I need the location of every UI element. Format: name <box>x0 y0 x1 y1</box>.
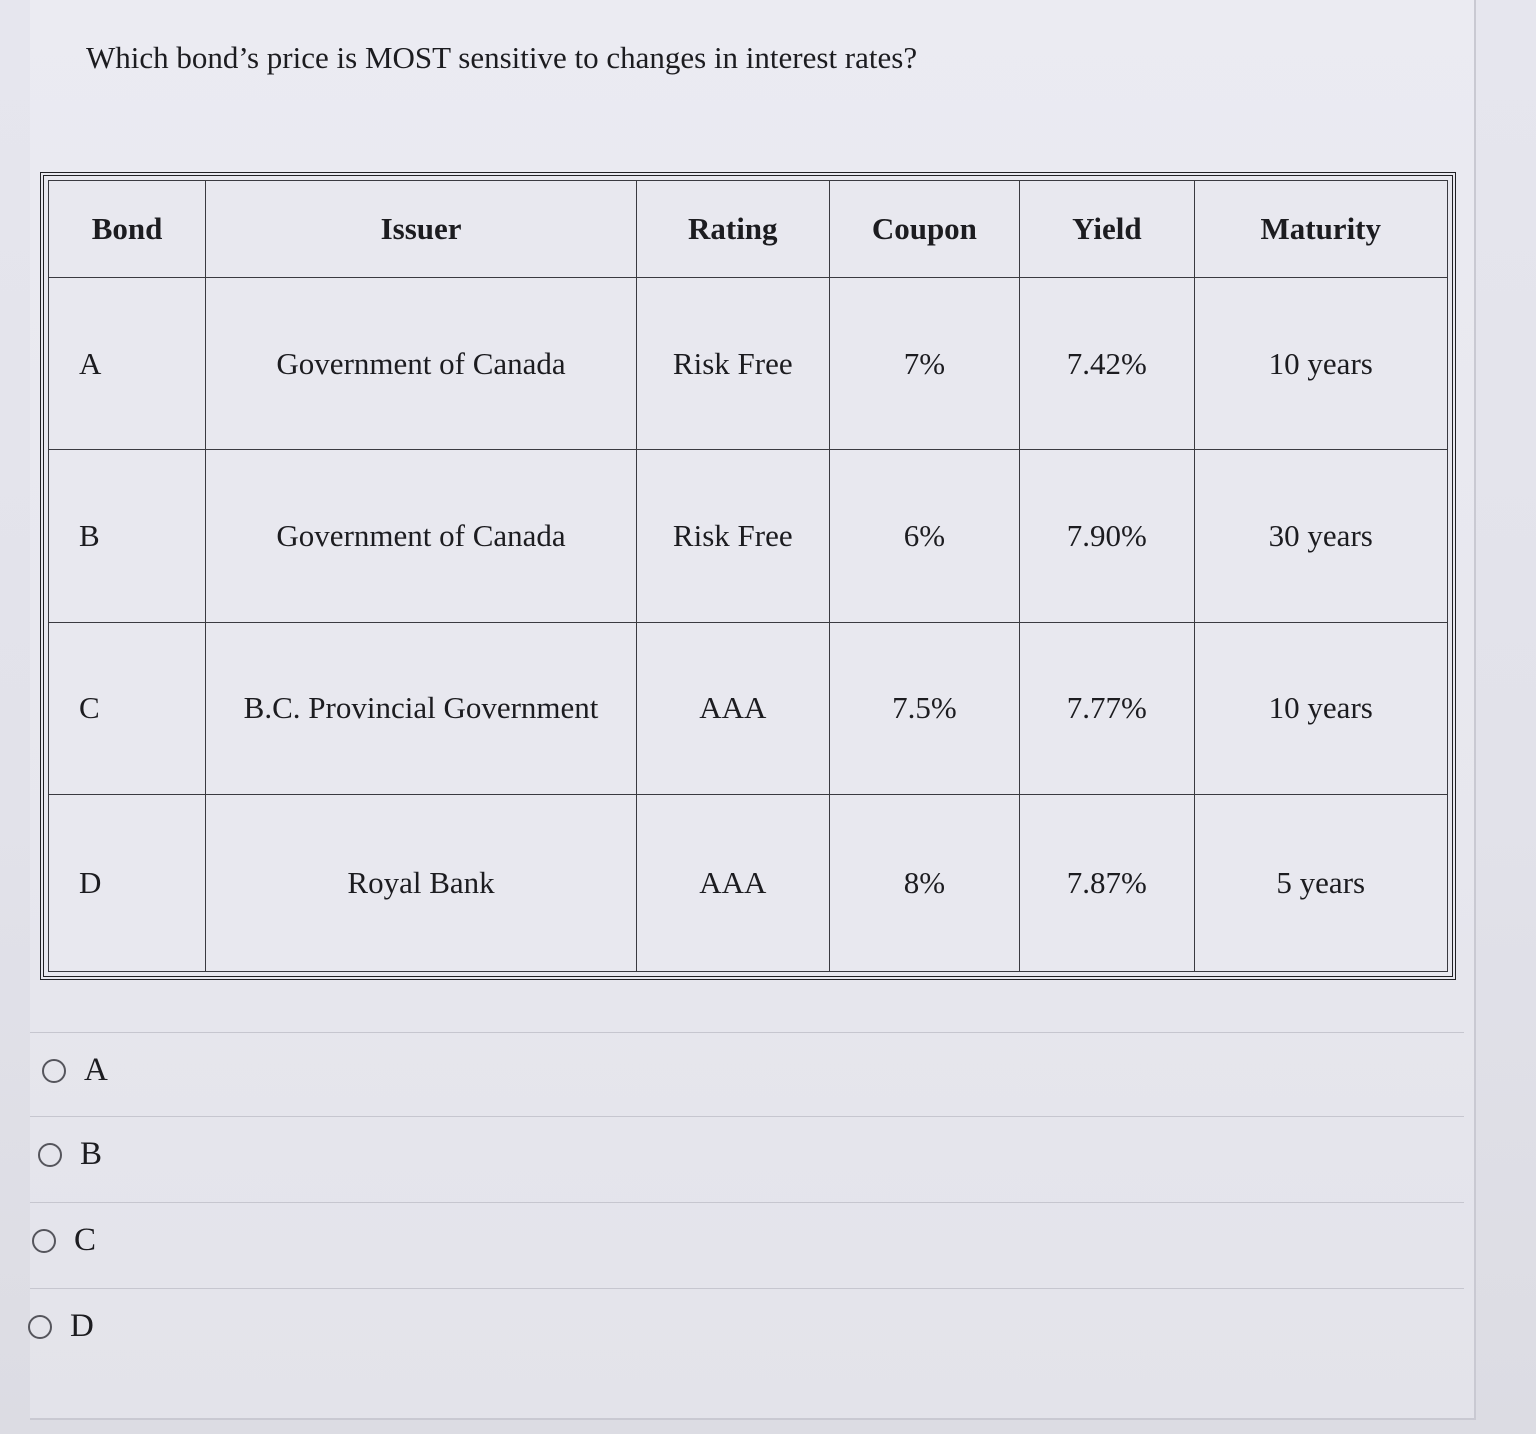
radio-b[interactable] <box>38 1143 62 1167</box>
yield-cell: 7.42% <box>1020 278 1194 450</box>
issuer-cell: Government of Canada <box>206 278 637 450</box>
rating-cell: AAA <box>636 795 829 972</box>
rating-cell: Risk Free <box>636 450 829 622</box>
maturity-cell: 10 years <box>1194 622 1447 794</box>
option-label: D <box>70 1308 94 1344</box>
option-label: A <box>84 1052 108 1088</box>
issuer-cell: B.C. Provincial Government <box>206 622 637 794</box>
coupon-cell: 8% <box>829 795 1020 972</box>
issuer-cell: Royal Bank <box>206 795 637 972</box>
bond-cell: B <box>49 450 206 622</box>
option-b[interactable] <box>38 1136 102 1173</box>
coupon-cell: 6% <box>829 450 1020 622</box>
issuer-cell: Government of Canada <box>206 450 637 622</box>
header-bond: Bond <box>49 181 206 278</box>
radio-d[interactable] <box>28 1315 52 1339</box>
bond-cell: A <box>49 278 206 450</box>
option-divider <box>30 1032 1464 1033</box>
rating-cell: AAA <box>636 622 829 794</box>
option-a[interactable] <box>42 1052 108 1089</box>
table-header-row <box>49 181 1448 278</box>
table-row <box>49 278 1448 450</box>
option-label: B <box>80 1136 103 1172</box>
radio-c[interactable] <box>32 1229 56 1253</box>
option-divider <box>30 1116 1464 1117</box>
bond-cell: C <box>49 622 206 794</box>
yield-cell: 7.90% <box>1020 450 1194 622</box>
header-coupon: Coupon <box>829 181 1020 278</box>
table-row <box>49 795 1448 972</box>
header-issuer: Issuer <box>206 181 637 278</box>
coupon-cell: 7% <box>829 278 1020 450</box>
maturity-cell: 10 years <box>1194 278 1447 450</box>
option-label: C <box>74 1222 97 1258</box>
radio-a[interactable] <box>42 1059 66 1083</box>
question-text: Which bond’s price is MOST sensitive to changes in interest rates? <box>86 40 918 75</box>
header-yield: Yield <box>1020 181 1194 278</box>
header-maturity: Maturity <box>1194 181 1447 278</box>
option-divider <box>30 1202 1464 1203</box>
header-rating: Rating <box>636 181 829 278</box>
bond-table-frame <box>40 172 1456 980</box>
yield-cell: 7.87% <box>1020 795 1194 972</box>
option-divider <box>30 1288 1464 1289</box>
yield-cell: 7.77% <box>1020 622 1194 794</box>
option-c[interactable] <box>32 1222 96 1259</box>
maturity-cell: 30 years <box>1194 450 1447 622</box>
coupon-cell: 7.5% <box>829 622 1020 794</box>
rating-cell: Risk Free <box>636 278 829 450</box>
option-d[interactable] <box>28 1308 94 1345</box>
maturity-cell: 5 years <box>1194 795 1447 972</box>
table-row <box>49 450 1448 622</box>
table-row <box>49 622 1448 794</box>
bond-cell: D <box>49 795 206 972</box>
bond-table <box>48 180 1448 972</box>
